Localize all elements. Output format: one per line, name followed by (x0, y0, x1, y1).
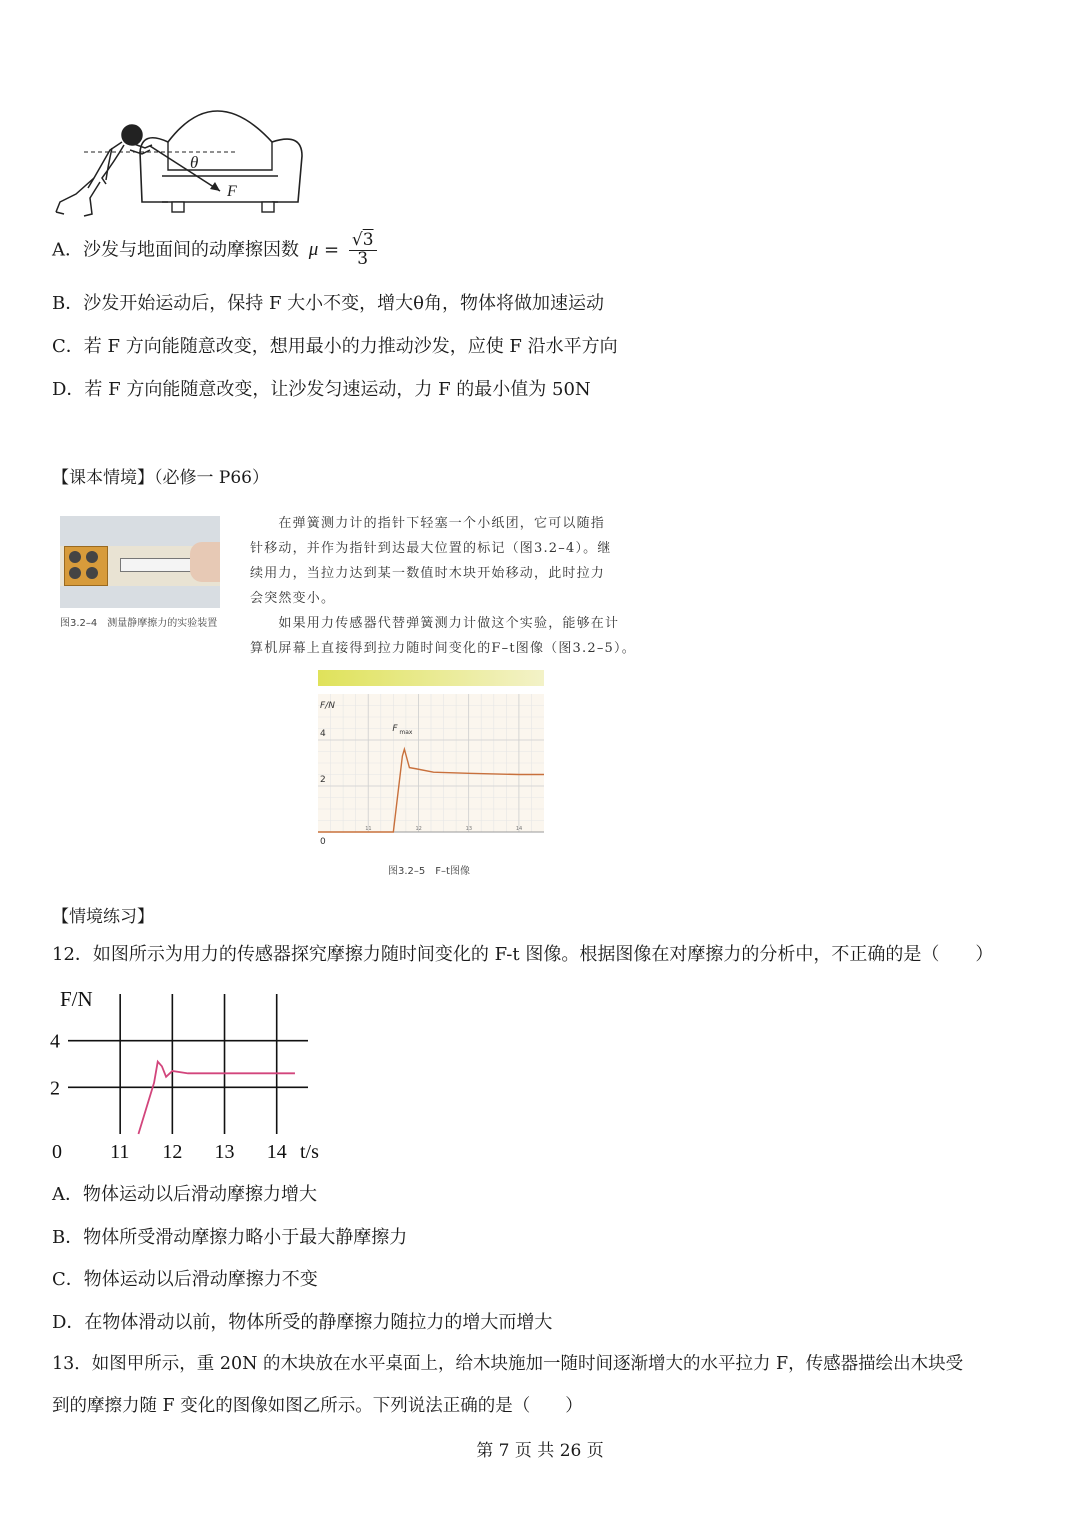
q12-option-b: B．物体所受滑动摩擦力略小于最大静摩擦力 (52, 1227, 408, 1248)
q12-option-d: D．在物体滑动以前，物体所受的静摩擦力随拉力的增大而增大 (52, 1312, 553, 1333)
para-line: 会突然变小。 (250, 591, 336, 606)
para-line: 续用力，当拉力达到某一数值时木块开始移动，此时拉力 (250, 566, 606, 581)
q11-option-a-text: A．沙发与地面间的动摩擦因数 (52, 239, 299, 261)
sofa-seat (168, 142, 272, 170)
angle-theta-label: θ (190, 153, 199, 172)
mu-symbol: μ (308, 239, 319, 261)
q12-ft-chart (40, 982, 340, 1172)
fmax-annotation-sub: max (399, 728, 413, 736)
practice-heading: 【情境练习】 (52, 907, 154, 927)
y-tick-label: 4 (50, 1030, 60, 1053)
para-line: 如果用力传感器代替弹簧测力计做这个实验，能够在计 (250, 616, 620, 631)
x-tick-label: 12 (162, 1141, 183, 1163)
fmax-annotation: F (392, 723, 398, 734)
q11-option-c: C．若 F 方向能随意改变，想用最小的力推动沙发，应使 F 沿水平方向 (52, 336, 618, 357)
x-tick-label: 14 (266, 1141, 287, 1163)
y-tick-label: 0 (320, 837, 326, 847)
x-tick-label: 12 (415, 826, 422, 832)
textbook-heading: 【课本情境】（必修一 P66） (52, 468, 269, 488)
y-tick-label: 2 (320, 775, 326, 785)
mu-fraction: $\frac{√3}{3}$ (349, 232, 377, 269)
photo-caption: 图3.2–4 测量静摩擦力的实验装置 (60, 618, 218, 629)
x-tick-label: 0 (52, 1141, 62, 1163)
sofa-push-figure (50, 90, 320, 220)
x-tick-label: 13 (214, 1141, 235, 1163)
q13-stem-line2: 到的摩擦力随 F 变化的图像如图乙所示。下列说法正确的是（ ） (52, 1396, 583, 1416)
q11-option-a (52, 232, 377, 269)
q11-option-b: B．沙发开始运动后，保持 F 大小不变，增大θ角，物体将做加速运动 (52, 293, 604, 314)
chart-caption: 图3.2–5 F–t图像 (388, 866, 470, 877)
textbook-chart-header-bar (318, 670, 544, 686)
para-line: 针移动，并作为指针到达最大位置的标记（图3.2–4）。继 (250, 541, 612, 556)
sqrt-radicand: 3 (362, 230, 374, 250)
q13-stem-line1: 13．如图甲所示，重 20N 的木块放在水平桌面上，给木块施加一随时间逐渐增大的水平拉力 F，传感器描绘出木块受 (52, 1354, 964, 1374)
para-line: 在弹簧测力计的指针下轻塞一个小纸团，它可以随指 (250, 516, 606, 531)
page-footer: 第 7 页 共 26 页 (476, 1441, 604, 1461)
textbook-paragraph (250, 511, 636, 661)
series-line-force (138, 1062, 295, 1134)
y-axis-label: F/N (60, 987, 93, 1011)
x-tick-label: 14 (515, 826, 523, 832)
q12-option-c: C．物体运动以后滑动摩擦力不变 (52, 1269, 318, 1290)
q11-option-d: D．若 F 方向能随意改变，让沙发匀速运动，力 F 的最小值为 50N (52, 379, 591, 400)
apparatus-photo (60, 516, 220, 608)
x-tick-label: 11 (110, 1141, 130, 1163)
sofa-right-arm (272, 139, 302, 202)
force-arrow (150, 146, 220, 191)
x-axis-label: t/s (300, 1141, 319, 1163)
force-f-label: F (227, 183, 237, 200)
textbook-ft-chart (314, 690, 546, 850)
fraction-denominator: 3 (357, 248, 369, 269)
y-axis-label: F/N (320, 701, 335, 711)
q12-option-a: A．物体运动以后滑动摩擦力增大 (52, 1184, 317, 1205)
person-pushing (56, 125, 152, 216)
y-tick-label: 4 (320, 729, 326, 739)
x-tick-label: 13 (465, 826, 473, 832)
sofa-back (168, 111, 272, 142)
x-tick-label: 11 (365, 826, 372, 832)
para-line: 算机屏幕上直接得到拉力随时间变化的F–t图像（图3.2–5）。 (250, 641, 636, 656)
equals-sign: = (324, 239, 340, 261)
y-tick-label: 2 (50, 1077, 60, 1100)
q12-stem: 12．如图所示为用力的传感器探究摩擦力随时间变化的 F-t 图像。根据图像在对摩擦力的分析中，不正确的是（ ） (52, 944, 994, 965)
spring-scale (120, 558, 192, 572)
